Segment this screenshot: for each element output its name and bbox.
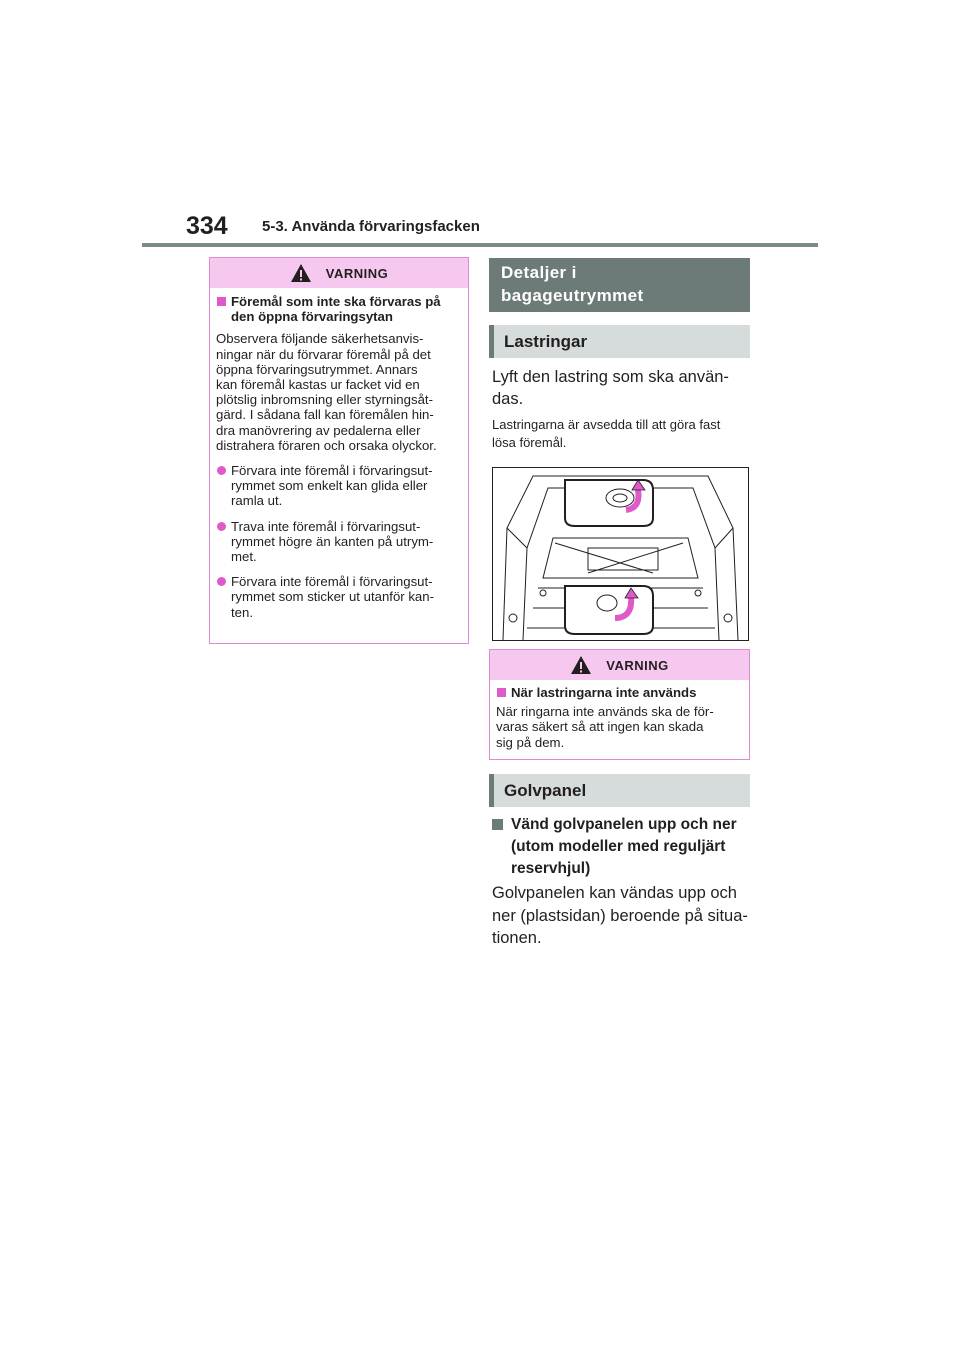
warning-box-rings xyxy=(489,649,750,760)
rings-instruction: Lyft den lastring som ska använ- das. xyxy=(492,368,729,408)
section-title: 5-3. Använda förvaringsfacken xyxy=(262,218,480,235)
warning-heading: Föremål som inte ska förvaras på den öppna förvaringsytan xyxy=(216,294,462,324)
warning-triangle-icon xyxy=(290,263,312,283)
warning-header xyxy=(490,650,749,680)
subheading-lastringar: Lastringar xyxy=(489,325,750,358)
warning-paragraph: Observera följande säkerhetsanvis- ningar när du förvarar föremål på det öppna förvaringsutrymmet. Annars kan föremål kastas ur facket vid en plötslig inbromsning eller styrningsåt- gärd. I sådana fall kan föremålen hin- dra manövrering av pedalerna eller distrahera föraren och orsaka olyckor. xyxy=(216,331,437,453)
floor-item-heading: Vänd golvpanelen upp och ner (utom modeller med reguljärt reservhjul) xyxy=(492,814,750,880)
warning-title: VARNING xyxy=(606,657,669,673)
warning-header xyxy=(210,258,468,288)
warning-paragraph: När ringarna inte används ska de för- varas säkert så att ingen kan skada sig på dem. xyxy=(496,704,714,750)
round-bullet-icon xyxy=(217,577,226,586)
floor-text: Golvpanelen kan vändas upp och ner (plastsidan) beroende på situa- tionen. xyxy=(492,884,748,947)
luggage-tie-down-rings-illustration xyxy=(492,467,749,641)
header-rule xyxy=(142,243,818,247)
warning-bullet: Förvara inte föremål i förvaringsut- rymmet som enkelt kan glida eller ramla ut. xyxy=(216,463,462,509)
section-heading-luggage: Detaljer i bagageutrymmet xyxy=(489,258,750,312)
page-number: 334 xyxy=(186,212,228,240)
round-bullet-icon xyxy=(217,466,226,475)
warning-bullet: Trava inte föremål i förvaringsut- rymmet högre än kanten på utrym- met. xyxy=(216,519,462,565)
square-bullet-icon xyxy=(492,819,503,830)
subheading-golvpanel: Golvpanel xyxy=(489,774,750,807)
warning-box-storage xyxy=(209,257,469,644)
warning-heading: När lastringarna inte används xyxy=(496,685,743,700)
square-bullet-icon xyxy=(217,297,226,306)
warning-triangle-icon xyxy=(570,655,592,675)
rings-note: Lastringarna är avsedda till att göra fast lösa föremål. xyxy=(492,417,721,450)
warning-bullet: Förvara inte föremål i förvaringsut- rymmet som sticker ut utanför kan- ten. xyxy=(216,574,462,620)
square-bullet-icon xyxy=(497,688,506,697)
warning-title: VARNING xyxy=(325,265,389,281)
round-bullet-icon xyxy=(217,522,226,531)
